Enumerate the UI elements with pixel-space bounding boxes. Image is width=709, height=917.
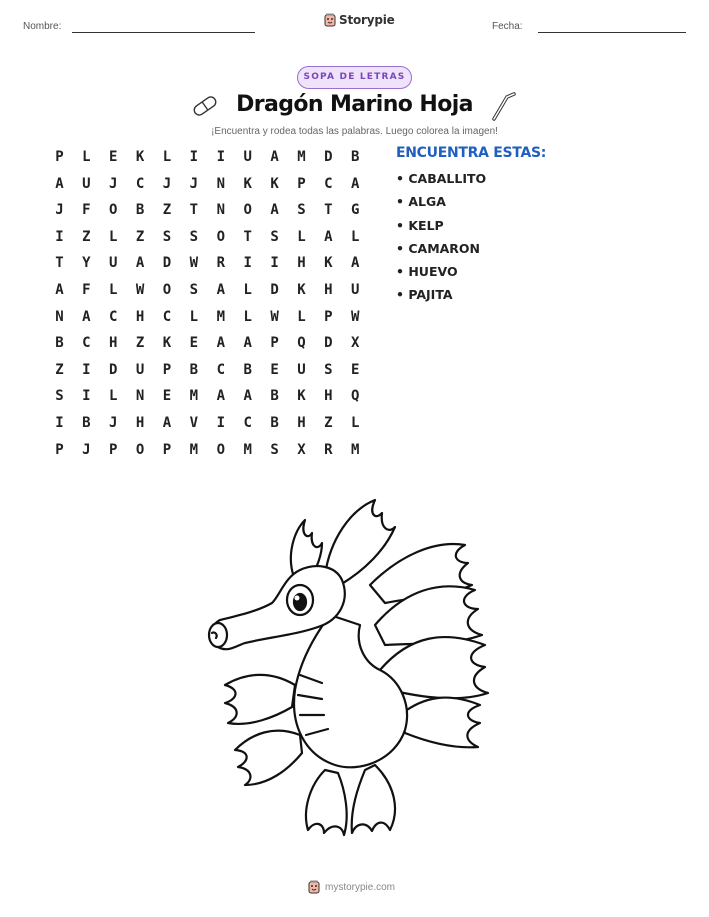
brand-name: Storypie xyxy=(339,13,395,27)
grid-letter[interactable]: U xyxy=(297,361,306,378)
grid-letter[interactable]: I xyxy=(189,149,199,165)
grid-letter[interactable]: P xyxy=(324,308,333,325)
instructions: ¡Encuentra y rodea todas las palabras. Luego colorea la imagen! xyxy=(211,126,498,137)
grid-letter[interactable]: I xyxy=(55,414,64,431)
grid-letter[interactable]: A xyxy=(243,335,252,352)
grid-letter[interactable]: L xyxy=(351,228,360,245)
grid-letter[interactable]: L xyxy=(297,308,306,325)
grid-letter[interactable]: J xyxy=(189,175,199,192)
grid-letter[interactable]: T xyxy=(243,228,252,245)
grid-letter[interactable]: P xyxy=(297,175,306,192)
grid-letter[interactable]: K xyxy=(297,281,306,298)
leafy-seadragon-illustration[interactable] xyxy=(200,485,500,855)
grid-row xyxy=(46,412,369,439)
word-item: • KELP xyxy=(396,217,444,233)
grid-letter[interactable]: H xyxy=(297,255,306,272)
grid-letter[interactable]: A xyxy=(216,281,225,298)
grid-letter[interactable]: T xyxy=(55,255,64,272)
grid-letter[interactable]: U xyxy=(82,175,91,192)
grid-letter[interactable]: W xyxy=(189,255,199,272)
grid-letter[interactable]: D xyxy=(162,255,172,272)
grid-letter[interactable]: N xyxy=(216,175,225,192)
grid-letter[interactable]: W xyxy=(351,308,360,325)
grid-letter[interactable]: Y xyxy=(82,255,91,272)
grid-letter[interactable]: L xyxy=(189,308,199,325)
grid-row xyxy=(46,439,369,466)
grid-letter[interactable]: M xyxy=(351,441,360,458)
grid-letter[interactable]: L xyxy=(109,388,118,405)
grid-letter[interactable]: C xyxy=(216,361,225,378)
grid-letter[interactable]: H xyxy=(135,414,145,431)
grid-letter[interactable]: E xyxy=(162,388,172,405)
grid-letter[interactable]: I xyxy=(55,228,64,245)
grid-letter[interactable]: L xyxy=(243,281,252,298)
grid-letter[interactable]: J xyxy=(82,441,91,458)
grid-letter[interactable]: Z xyxy=(162,202,172,219)
grid-row xyxy=(46,332,369,359)
grid-letter[interactable]: C xyxy=(135,175,145,192)
grid-letter[interactable]: D xyxy=(109,361,118,378)
grid-letter[interactable]: M xyxy=(297,149,306,165)
grid-letter[interactable]: G xyxy=(351,202,360,219)
grid-letter[interactable]: P xyxy=(55,149,64,165)
grid-letter[interactable]: U xyxy=(135,361,145,378)
grid-letter[interactable]: L xyxy=(109,281,118,298)
grid-letter[interactable]: F xyxy=(82,281,91,298)
grid-row xyxy=(46,146,369,173)
grid-letter[interactable]: O xyxy=(243,202,252,219)
grid-letter[interactable]: E xyxy=(189,335,199,352)
grid-letter[interactable]: H xyxy=(135,308,145,325)
brand xyxy=(324,13,395,27)
grid-letter[interactable]: B xyxy=(270,414,279,431)
word-item: • CAMARON xyxy=(396,240,481,256)
grid-letter[interactable]: S xyxy=(189,281,199,298)
date-label: Fecha: xyxy=(492,21,523,32)
grid-letter[interactable]: F xyxy=(82,202,91,219)
grid-letter[interactable]: S xyxy=(270,228,279,245)
grid-letter[interactable]: S xyxy=(189,228,199,245)
grid-letter[interactable]: C xyxy=(162,308,172,325)
grid-letter[interactable]: A xyxy=(82,308,91,325)
word-item: • HUEVO xyxy=(396,264,458,280)
grid-letter[interactable]: W xyxy=(135,281,145,298)
grid-letter[interactable]: B xyxy=(270,388,279,405)
grid-letter[interactable]: Z xyxy=(324,414,333,431)
grid-letter[interactable]: Z xyxy=(135,228,145,245)
grid-letter[interactable]: J xyxy=(109,175,118,192)
grid-letter[interactable]: B xyxy=(351,149,360,165)
grid-letter[interactable]: K xyxy=(297,388,306,405)
grid-letter[interactable]: L xyxy=(243,308,252,325)
name-line[interactable] xyxy=(72,32,255,33)
grid-row xyxy=(46,385,369,412)
grid-letter[interactable]: J xyxy=(109,414,118,431)
grid-letter[interactable]: S xyxy=(297,202,306,219)
grid-letter[interactable]: N xyxy=(55,308,64,325)
grid-letter[interactable]: K xyxy=(135,149,145,165)
grid-letter[interactable]: H xyxy=(109,335,118,352)
grid-letter[interactable]: Z xyxy=(55,361,64,378)
grid-letter[interactable]: B xyxy=(189,361,199,378)
grid-letter[interactable]: I xyxy=(216,414,225,431)
grid-row xyxy=(46,173,369,200)
grid-letter[interactable]: O xyxy=(109,202,118,219)
storypie-logo-icon xyxy=(324,13,336,27)
grid-letter[interactable]: H xyxy=(324,281,333,298)
grid-letter[interactable]: A xyxy=(324,228,333,245)
grid-letter[interactable]: K xyxy=(162,335,172,352)
grid-letter[interactable]: L xyxy=(109,228,118,245)
grid-letter[interactable]: B xyxy=(55,335,64,352)
grid-letter[interactable]: A xyxy=(270,149,279,165)
grid-letter[interactable]: Q xyxy=(297,335,306,352)
grid-row xyxy=(46,359,369,386)
grid-letter[interactable]: U xyxy=(109,255,118,272)
word-item: • PAJITA xyxy=(396,287,453,303)
grid-letter[interactable]: K xyxy=(243,175,252,192)
grid-letter[interactable]: I xyxy=(216,149,225,165)
grid-letter[interactable]: J xyxy=(55,202,64,219)
word-list-title: ENCUENTRA ESTAS: xyxy=(396,145,547,161)
grid-letter[interactable]: I xyxy=(82,388,91,405)
grid-letter[interactable]: I xyxy=(243,255,252,272)
grid-letter[interactable]: K xyxy=(324,255,333,272)
grid-letter[interactable]: Z xyxy=(82,228,91,245)
grid-letter[interactable]: L xyxy=(162,149,172,165)
grid-letter[interactable]: K xyxy=(270,175,279,192)
grid-letter[interactable]: S xyxy=(270,441,279,458)
grid-letter[interactable]: C xyxy=(243,414,252,431)
grid-letter[interactable]: B xyxy=(243,361,252,378)
grid-letter[interactable]: I xyxy=(82,361,91,378)
grid-letter[interactable]: Z xyxy=(135,335,145,352)
grid-letter[interactable]: P xyxy=(162,441,172,458)
grid-row xyxy=(46,199,369,226)
grid-letter[interactable]: U xyxy=(351,281,360,298)
grid-letter[interactable]: D xyxy=(270,281,279,298)
grid-letter[interactable]: W xyxy=(270,308,279,325)
grid-letter[interactable]: M xyxy=(243,441,252,458)
grid-letter[interactable]: A xyxy=(351,175,360,192)
grid-letter[interactable]: H xyxy=(324,388,333,405)
grid-letter[interactable]: J xyxy=(162,175,172,192)
grid-letter[interactable]: O xyxy=(162,281,172,298)
grid-letter[interactable]: R xyxy=(324,441,333,458)
grid-letter[interactable]: A xyxy=(55,175,64,192)
grid-letter[interactable]: N xyxy=(135,388,145,405)
grid-letter[interactable]: L xyxy=(297,228,306,245)
grid-letter[interactable]: M xyxy=(216,308,225,325)
grid-letter[interactable]: V xyxy=(189,414,199,431)
grid-letter[interactable]: A xyxy=(243,388,252,405)
grid-row xyxy=(46,279,369,306)
grid-letter[interactable]: U xyxy=(243,149,252,165)
grid-letter[interactable]: T xyxy=(324,202,333,219)
grid-letter[interactable]: A xyxy=(162,414,172,431)
footer xyxy=(308,880,395,894)
grid-row xyxy=(46,252,369,279)
category-badge: SOPA DE LETRAS xyxy=(297,66,412,89)
grid-letter[interactable]: A xyxy=(351,255,360,272)
footer-url[interactable]: mystorypie.com xyxy=(325,881,396,893)
page-title: Dragón Marino Hoja xyxy=(236,92,473,117)
grid-letter[interactable]: S xyxy=(324,361,333,378)
grid-letter[interactable]: D xyxy=(324,149,333,165)
grid-letter[interactable]: B xyxy=(82,414,91,431)
word-search-grid[interactable] xyxy=(46,146,369,465)
grid-letter[interactable]: L xyxy=(351,414,360,431)
grid-letter[interactable]: O xyxy=(216,228,225,245)
grid-letter[interactable]: A xyxy=(55,281,64,298)
straw-icon xyxy=(490,91,518,121)
grid-letter[interactable]: P xyxy=(270,335,279,352)
grid-letter[interactable]: E xyxy=(351,361,360,378)
grid-letter[interactable]: N xyxy=(216,202,225,219)
grid-letter[interactable]: S xyxy=(162,228,172,245)
grid-letter[interactable]: A xyxy=(270,202,279,219)
grid-letter[interactable]: C xyxy=(82,335,91,352)
grid-letter[interactable]: C xyxy=(109,308,118,325)
date-line[interactable] xyxy=(538,32,686,33)
name-label: Nombre: xyxy=(23,21,62,32)
grid-letter[interactable]: A xyxy=(135,255,145,272)
word-item: • ALGA xyxy=(396,194,446,210)
grid-letter[interactable]: I xyxy=(270,255,279,272)
grid-row xyxy=(46,306,369,333)
grid-letter[interactable]: X xyxy=(297,441,306,458)
grid-letter[interactable]: T xyxy=(189,202,199,219)
grid-letter[interactable]: B xyxy=(135,202,145,219)
grid-letter[interactable]: Q xyxy=(351,388,360,405)
grid-letter[interactable]: A xyxy=(216,388,225,405)
grid-letter[interactable]: M xyxy=(189,441,199,458)
grid-letter[interactable]: L xyxy=(82,149,91,165)
word-item: • CABALLITO xyxy=(396,171,487,186)
storypie-logo-icon xyxy=(308,880,320,894)
grid-letter[interactable]: D xyxy=(324,335,333,352)
grid-letter[interactable]: C xyxy=(324,175,333,192)
grid-letter[interactable]: E xyxy=(109,149,118,165)
grid-letter[interactable]: H xyxy=(297,414,306,431)
grid-letter[interactable]: S xyxy=(55,388,64,405)
grid-letter[interactable]: O xyxy=(135,441,145,458)
grid-row xyxy=(46,226,369,253)
grid-letter[interactable]: P xyxy=(162,361,172,378)
grid-letter[interactable]: A xyxy=(216,335,225,352)
grid-letter[interactable]: M xyxy=(189,388,199,405)
grid-letter[interactable]: O xyxy=(216,441,225,458)
grid-letter[interactable]: R xyxy=(216,255,225,272)
grid-letter[interactable]: E xyxy=(270,361,279,378)
grid-letter[interactable]: P xyxy=(109,441,118,458)
grid-letter[interactable]: P xyxy=(55,441,64,458)
word-list xyxy=(396,171,486,311)
grid-letter[interactable]: X xyxy=(351,335,360,352)
